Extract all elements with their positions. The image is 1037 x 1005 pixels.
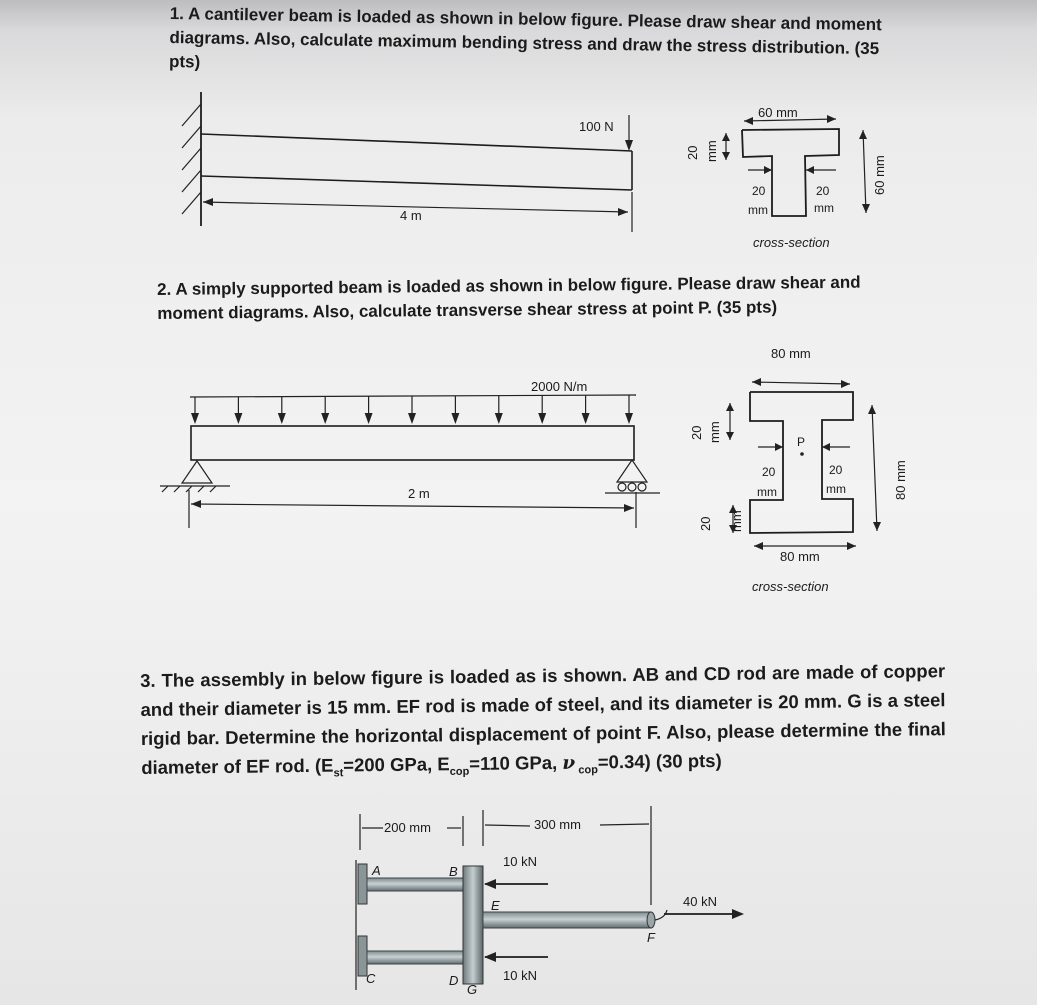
- cs2-top-width-label: 80 mm: [771, 346, 811, 361]
- label-c: C: [366, 971, 376, 986]
- cs1-web-left-number: 20: [752, 184, 766, 198]
- q3-est-subscript: st: [333, 767, 344, 780]
- force-end-label: 40 kN: [683, 894, 717, 909]
- cs1-web-left-unit: mm: [748, 203, 768, 217]
- cs2-bottom-flange-unit: mm: [729, 510, 744, 532]
- cs2-caption: cross-section: [752, 579, 829, 594]
- question-2-text: 2. A simply supported beam is loaded as shown in below figure. Please draw shear and moment diagrams. Also, calculate transverse shear stress at point P. (35 pts): [157, 272, 861, 323]
- cs1-flange-unit: mm: [704, 140, 719, 162]
- distributed-load-label: 2000 N/m: [531, 379, 588, 394]
- label-b: B: [449, 864, 458, 879]
- label-a: A: [372, 863, 381, 878]
- cs2-web-right-number: 20: [829, 463, 843, 477]
- point-load-label: 100 N: [579, 119, 614, 134]
- cs2-web-right-unit: mm: [826, 482, 846, 496]
- rod-ab: [367, 878, 465, 891]
- cs2-web-left-number: 20: [762, 465, 776, 479]
- q3-nu-subscript: cop: [575, 764, 598, 777]
- cs1-caption: cross-section: [753, 235, 830, 250]
- cs1-width-label: 60 mm: [758, 105, 798, 120]
- force-bottom-label: 10 kN: [503, 968, 537, 983]
- cs1-flange-number: 20: [685, 145, 700, 160]
- cs2-height-label: 80 mm: [893, 460, 908, 500]
- cs2-bottom-width-label: 80 mm: [780, 549, 820, 564]
- cs2-web-left-unit: mm: [757, 485, 777, 499]
- label-g: G: [467, 982, 478, 997]
- label-e: E: [491, 898, 500, 913]
- q3-tail-text: =0.34) (30 pts): [597, 749, 722, 773]
- span-label: 2 m: [408, 486, 430, 501]
- cs2-top-flange-number: 20: [689, 425, 704, 440]
- q3-ecop-value: =110 GPa,: [469, 751, 563, 774]
- cs1-height-label: 60 mm: [872, 155, 887, 195]
- rod-ef: [483, 910, 667, 928]
- q3-nu-symbol: ν: [562, 752, 576, 774]
- length-label: 4 m: [400, 208, 422, 223]
- rod-cd: [367, 951, 465, 964]
- dim-300-label: 300 mm: [534, 817, 581, 832]
- q3-main-text: 3. The assembly in below figure is loaded as is shown. AB and CD rod are made of copper and their diameter is 15 mm. EF rod is made of steel, and its diameter is 20 mm. G is a steel rigid bar. Determine the horizontal displacement of point F. Also, please determine the final diameter of EF rod. (E: [140, 660, 946, 778]
- label-f: F: [647, 930, 655, 945]
- cs1-web-right-unit: mm: [814, 201, 834, 215]
- question-1-text: 1. A cantilever beam is loaded as shown in below figure. Please draw shear and moment diagrams. Also, calculate maximum bending stress and draw the stress distribution. (35 pts): [168, 3, 882, 72]
- cs1-web-right-number: 20: [816, 184, 830, 198]
- q3-est-value: =200 GPa, E: [343, 753, 450, 776]
- force-top-label: 10 kN: [503, 854, 537, 869]
- q3-ecop-subscript: cop: [449, 765, 470, 778]
- point-p-label: P: [797, 435, 806, 449]
- cs2-bottom-flange-number: 20: [698, 516, 713, 531]
- dim-200-label: 200 mm: [384, 820, 431, 835]
- rigid-bar-g: [463, 866, 483, 984]
- cs2-top-flange-unit: mm: [707, 421, 722, 443]
- label-d: D: [449, 973, 459, 988]
